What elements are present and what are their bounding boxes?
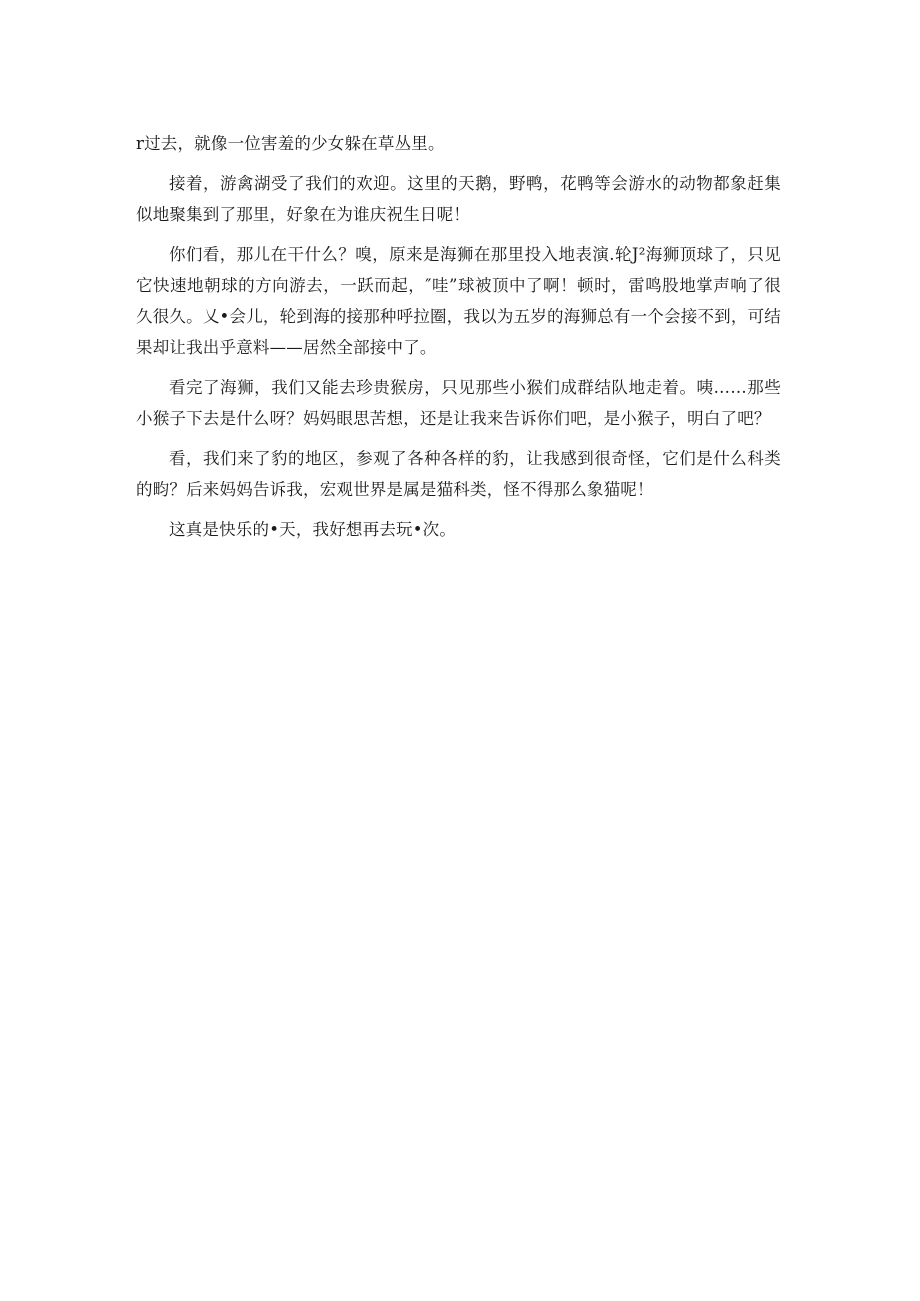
paragraph-2: 接着，游禽湖受了我们的欢迎。这里的天鹅，野鸭，花鸭等会游水的动物都象赶集似地聚集到了那里，好象在为谁庆祝生日呢！ [136, 174, 781, 224]
paragraph-6: 这真是快乐的•天，我好想再去玩•次。 [169, 520, 457, 539]
paragraph-3: 你们看，那儿在干什么？嗅，原来是海狮在那里投入地表演.轮J²海狮顶球了，只见它快速地朝球的方向游去，一跃而起，″哇”球被顶中了啊！顿时，雷鸣股地掌声响了很久很久。乂•会儿，轮到海的接那种呼拉圈，我以为五岁的海狮总有一个会接不到，可结果却让我出乎意料——居然全部接中了。 [136, 245, 781, 357]
paragraph-4: 看完了海狮，我们又能去珍贵猴房，只见那些小猴们成群结队地走着。咦……那些小猴子下去是什么呀？妈妈眼思苦想，还是让我来告诉你们吧，是小猴子，明白了吧？ [136, 378, 781, 428]
paragraph-5: 看，我们来了豹的地区，参观了各种各样的豹，让我感到很奇怪，它们是什么科类的畇？后来妈妈告诉我，宏观世界是属是猫科类，怪不得那么象猫呢！ [136, 449, 781, 499]
essay-body [136, 128, 781, 554]
paragraph-1: r过去，就像一位害羞的少女躲在草丛里。 [136, 134, 445, 153]
